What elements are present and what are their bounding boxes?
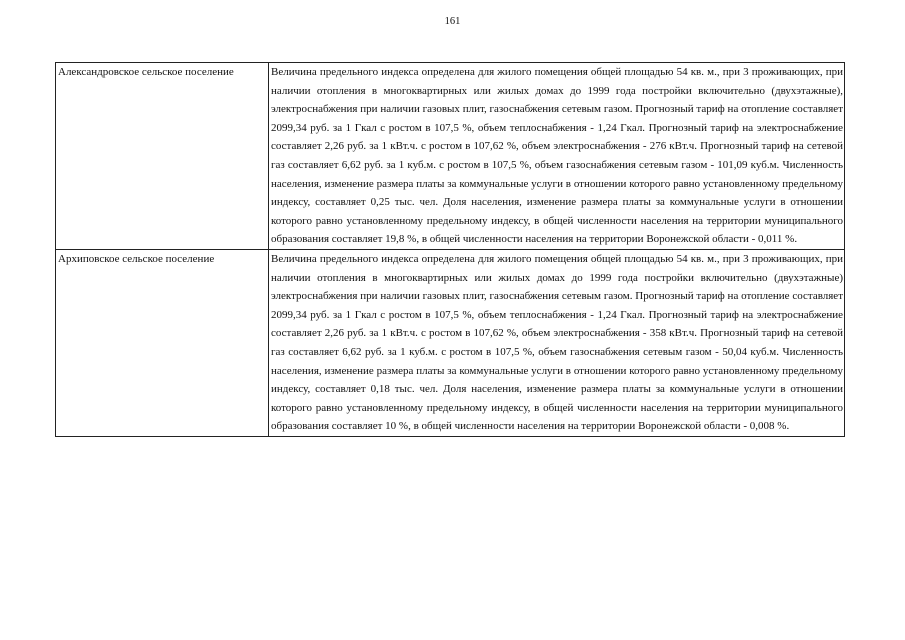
table-row — [56, 63, 845, 250]
settlement-name: Александровское сельское поселение — [56, 63, 269, 250]
index-description: Величина предельного индекса определена для жилого помещения общей площадью 54 кв. м., при 3 проживающих, при наличии отопления в многоквартирных или жилых домах до 1999 года постройки включительно (двухэтажные), электроснабжения при наличии газовых плит, газоснабжения сетевым газом. Прогнозный тариф на отопление составляет 2099,34 руб. за 1 Гкал с ростом в 107,5 %, объем теплоснабжения - 1,24 Гкал. Прогнозный тариф на электроснабжение составляет 2,26 руб. за 1 кВт.ч. с ростом в 107,62 %, объем электроснабжения - 276 кВт.ч. Прогнозный тариф на сетевой газ составляет 6,62 руб. за 1 куб.м. с ростом в 107,5 %, объем газоснабжения сетевым газом - 101,09 куб.м. Численность населения, изменение размера платы за коммунальные услуги в отношении которого равно установленному предельному индексу, составляет 0,25 тыс. чел. Доля населения, изменение размера платы за коммунальные услуги в отношении которого равно установленному предельному индексу, в общей численности населения на территории муниципального образования составляет 19,8 %, в общей численности населения на территории Воронежской области - 0,011 %. — [269, 63, 845, 250]
table-row — [56, 249, 845, 436]
tariff-table — [55, 62, 845, 437]
settlement-name: Архиповское сельское поселение — [56, 249, 269, 436]
index-description: Величина предельного индекса определена для жилого помещения общей площадью 54 кв. м., при 3 проживающих, при наличии отопления в многоквартирных или жилых домах до 1999 года постройки включительно (двухэтажные) электроснабжения при наличии газовых плит, газоснабжения сетевым газом. Прогнозный тариф на отопление составляет 2099,34 руб. за 1 Гкал с ростом в 107,5 %, объем теплоснабжения - 1,24 Гкал. Прогнозный тариф на электроснабжение составляет 2,26 руб. за 1 кВт.ч. с ростом в 107,62 %, объем электроснабжения - 358 кВт.ч. Прогнозный тариф на сетевой газ составляет 6,62 руб. за 1 куб.м. с ростом в 107,5 %, объем газоснабжения сетевым газом - 50,04 куб.м. Численность населения, изменение размера платы за коммунальные услуги в отношении которого равно установленному предельному индексу, составляет 0,18 тыс. чел. Доля населения, изменение размера платы за коммунальные услуги в отношении которого равно установленному предельному индексу, в общей численности населения на территории муниципального образования составляет 10 %, в общей численности населения на территории Воронежской области - 0,008 %. — [269, 249, 845, 436]
page-number: 161 — [444, 16, 461, 27]
